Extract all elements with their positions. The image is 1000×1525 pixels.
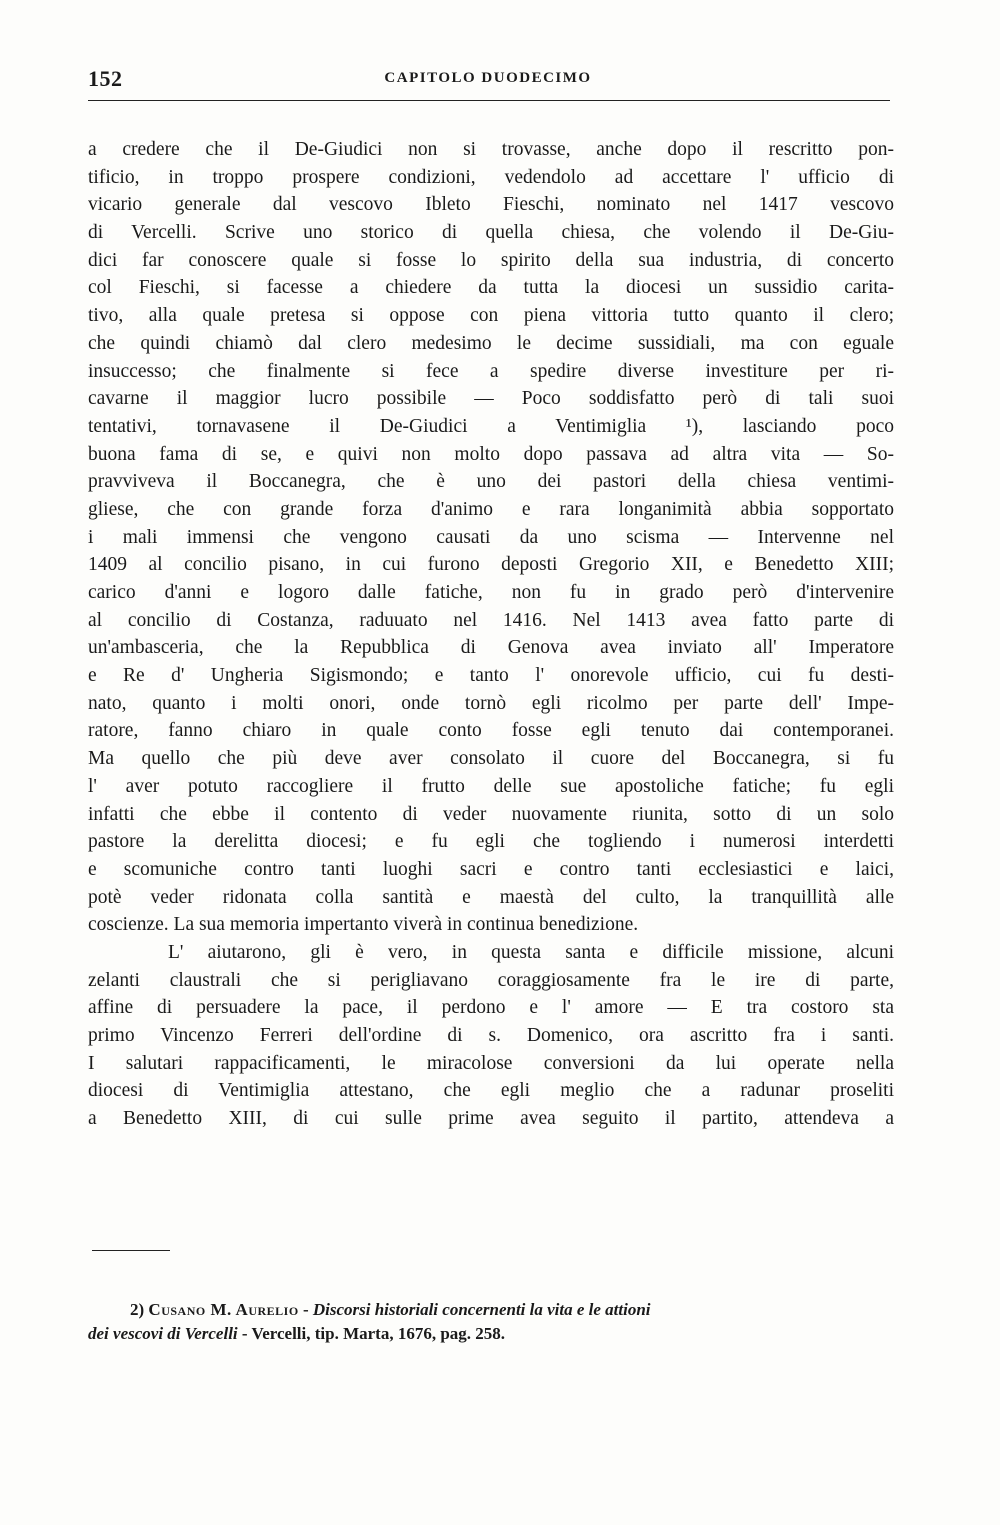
text-line: carico d'anni e logoro dalle fatiche, non fu in grado però d'intervenire [88,582,894,603]
text-line: e Re d' Ungheria Sigismondo; e tanto l' onorevole ufficio, cui fu desti- [88,665,894,687]
footnote-line [88,1322,894,1346]
text-line: buona fama di se, e quivi non molto dopo passava ad altra vita — So- [88,443,894,465]
text-line: l' aver potuto raccogliere il frutto delle sue apostoliche fatiche; fu egli [88,775,894,797]
text-line: a Benedetto XIII, di cui sulle prime avea seguito il partito, attendeva a [88,1108,894,1130]
text-line: e scomuniche contro tanti luoghi sacri e contro tanti ecclesiastici e laici, [88,858,894,880]
text-line: infatti che ebbe il contento di veder nuovamente riunita, sotto di un solo [88,803,894,825]
text-line: Ma quello che più deve aver consolato il cuore del Boccanegra, si fu [88,748,894,770]
text-line: zelanti claustrali che si perigliavano coraggiosamente fra le ire di parte, [88,969,894,991]
text-line: L' aiutarono, gli è vero, in questa santa e difficile missione, alcuni [168,941,894,963]
text-line: un'ambasceria, che la Repubblica di Genova avea inviato all' Imperatore [88,637,894,659]
text-line: i mali immensi che vengono causati da uno scisma — Intervenne nel [88,526,894,548]
text-line: primo Vincenzo Ferreri dell'ordine di s. Domenico, ora ascritto fra i santi. [88,1025,894,1046]
footnote-publication: - Vercelli, tip. Marta, 1676, pag. 258. [237,1324,506,1343]
text-line: col Fieschi, si facesse a chiedere da tutta la diocesi un sussidio carita- [88,277,894,299]
text-line: tificio, in troppo prospere condizioni, vedendolo ad accettare l' ufficio di [88,166,894,188]
running-head: CAPITOLO DUODECIMO [384,70,592,86]
footnote-title: Discorsi historiali concernenti la vita e le attioni [312,1300,651,1319]
text-line: a credere che il De-Giudici non si trovasse, anche dopo il rescritto pon- [88,139,894,160]
text-line: pravviveva il Boccanegra, che è uno dei pastori della chiesa ventimi- [88,471,894,493]
footnote-author: Cusano M. Aurelio [148,1300,299,1319]
text-line: di Vercelli. Scrive uno storico di quella chiesa, che volendo il De-Giu- [88,222,894,244]
text-line: insuccesso; che finalmente si fece a spedire diverse investiture per ri- [88,360,894,382]
text-line: gliese, che con grande forza d'animo e rara longanimità abbia sopportato [88,498,894,520]
text-line: I salutari rappacificamenti, le miracolose conversioni da lui operate nella [88,1052,894,1074]
text-line: ratore, fanno chiaro in quale conto fosse egli tenuto dai contemporanei. [88,720,894,742]
text-line: che quindi chiamò dal clero medesimo le decime sussidiali, ma con eguale [88,332,894,354]
text-line: cavarne il maggior lucro possibile — Poco soddisfatto però di tali suoi [88,388,894,410]
text-line: pastore la derelitta diocesi; e fu egli che togliendo i numerosi interdetti [88,831,894,853]
text-line: diocesi di Ventimiglia attestano, che egli meglio che a radunar proseliti [88,1080,894,1102]
text-line: potè veder ridonata colla santità e maestà del culto, la tranquillità alle [88,886,894,908]
footnote-marker: 2) [130,1300,145,1319]
body-text [88,136,894,1133]
page-number: 152 [88,66,123,91]
header-rule [88,100,890,101]
text-line: al concilio di Costanza, raduuato nel 1416. Nel 1413 avea fatto parte di [88,609,894,631]
text-line: vicario generale dal vescovo Ibleto Fieschi, nominato nel 1417 vescovo [88,194,894,216]
text-line: coscienze. La sua memoria impertanto viverà in continua benedizione. [88,914,639,936]
text-line: nato, quanto i molti onori, onde tornò egli ricolmo per parte dell' Impe- [88,692,894,714]
footnote-line [88,1298,894,1322]
text-line: 1409 al concilio pisano, in cui furono deposti Gregorio XII, e Benedetto XIII; [88,554,894,576]
text-line: dici far conoscere quale si fosse lo spirito della sua industria, di concerto [88,249,894,271]
footnote-separator: - [298,1300,313,1319]
text-line: tivo, alla quale pretesa si oppose con piena vittoria tutto quanto il clero; [88,305,894,327]
footnote-rule [92,1250,170,1251]
text-line: affine di persuadere la pace, il perdono e l' amore — E tra costoro sta [88,997,894,1019]
page-header [88,66,888,96]
footnote [88,1298,894,1346]
footnote-title-continued: dei vescovi di Vercelli [88,1324,238,1343]
text-line: tentativi, tornavasene il De-Giudici a Ventimiglia ¹), lasciando poco [88,415,894,437]
